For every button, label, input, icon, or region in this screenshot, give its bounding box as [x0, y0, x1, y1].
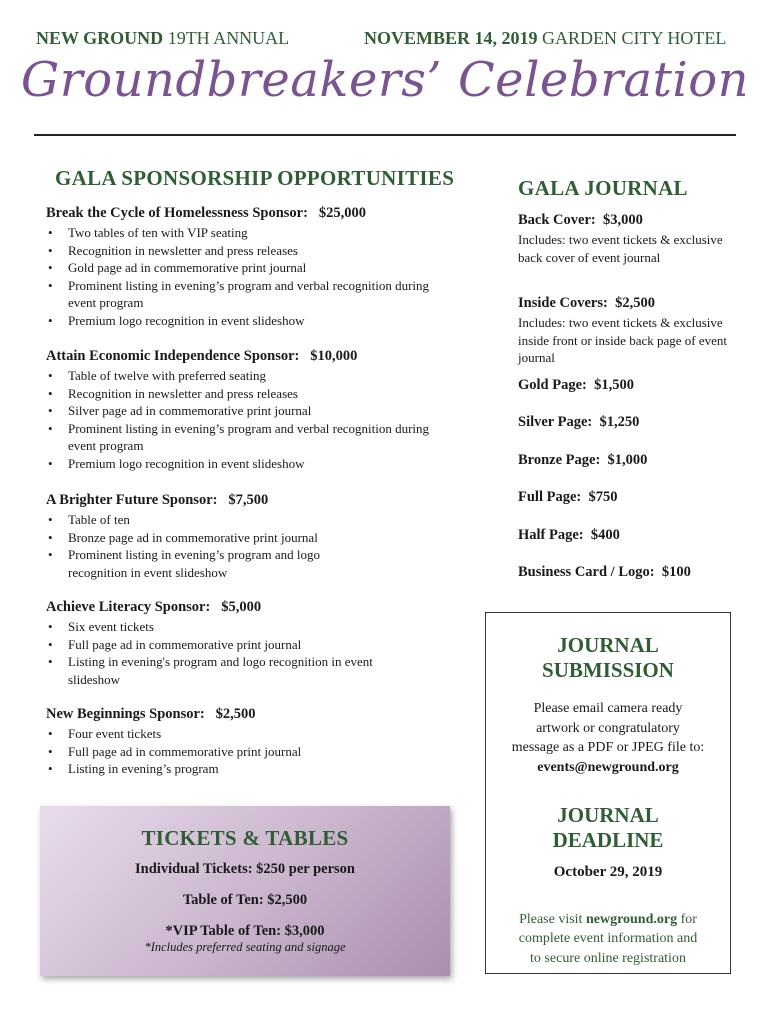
list-item: • Recognition in newsletter and press releases	[48, 242, 298, 258]
vip-table-price: *VIP Table of Ten: $3,000	[165, 923, 325, 939]
visit-text: Please visit newground.org for	[519, 911, 697, 927]
list-item: • Listing in evening’s program	[48, 761, 219, 776]
submission-text: message as a PDF or JPEG file to:	[511, 740, 705, 755]
journal-item-desc: Includes: two event tickets & exclusive back cover of event journal	[518, 232, 723, 265]
list-item: • Table of twelve with preferred seating	[48, 368, 266, 383]
sponsor-price: $5,000	[221, 599, 262, 615]
website-link[interactable]: newground.org	[585, 911, 678, 927]
table-ten-price: Table of Ten: $2,500	[182, 892, 308, 908]
list-item: • Premium logo recognition in event slideshow	[48, 455, 305, 471]
sponsor-price: $25,000	[318, 205, 366, 221]
sponsor-heading	[46, 492, 446, 509]
visit-text: complete event information and	[518, 931, 698, 946]
header-divider	[34, 134, 736, 136]
list-item: • Two tables of ten with VIP seating	[48, 225, 248, 240]
event-title: Groundbreakers’ Celebration	[20, 52, 750, 108]
sponsorship-title: GALA SPONSORSHIP OPPORTUNITIES	[55, 166, 455, 190]
header-event-edition	[36, 28, 289, 49]
sponsor-name: New Beginnings Sponsor:	[46, 706, 205, 722]
sponsor-name: Attain Economic Independence Sponsor:	[46, 348, 300, 364]
list-item: • Prominent listing in evening’s program and verbal recognition during event program	[48, 277, 430, 310]
journal-item: Inside Covers: $2,500 Includes: two event tickets & exclusive inside front or inside back page of event journal	[518, 295, 738, 367]
sponsor-block	[46, 492, 446, 581]
sponsor-block	[46, 599, 446, 688]
journal-title: GALA JOURNAL	[518, 176, 688, 200]
submission-text: Please email camera ready	[533, 701, 683, 716]
sponsor-heading	[46, 348, 446, 365]
list-item: • Gold page ad in commemorative print journal	[48, 260, 307, 275]
tickets-panel	[40, 806, 450, 976]
journal-item: Business Card / Logo: $100	[518, 564, 691, 580]
list-item: • Bronze page ad in commemorative print journal	[48, 529, 318, 545]
list-item: • Full page ad in commemorative print journal	[48, 636, 302, 652]
vip-note: *Includes preferred seating and signage	[144, 940, 346, 954]
sponsor-block	[46, 706, 446, 778]
journal-item: Silver Page: $1,250	[518, 414, 640, 430]
event-date: NOVEMBER 14, 2019	[364, 28, 538, 48]
sponsor-name: A Brighter Future Sponsor:	[46, 492, 218, 508]
tickets-title: TICKETS & TABLES	[141, 826, 349, 850]
submission-title: JOURNAL SUBMISSION	[542, 633, 674, 682]
event-venue: GARDEN CITY HOTEL	[542, 28, 727, 48]
list-item: • Premium logo recognition in event slideshow	[48, 312, 305, 328]
list-item: • Full page ad in commemorative print journal	[48, 743, 302, 759]
sponsor-price: $2,500	[215, 706, 256, 722]
list-item: • Listing in evening's program and logo recognition in event slideshow	[48, 654, 373, 687]
journal-item: Bronze Page: $1,000	[518, 452, 648, 468]
sponsor-name: Break the Cycle of Homelessness Sponsor:	[46, 205, 308, 221]
org-name: NEW GROUND	[36, 28, 164, 48]
sponsor-heading	[46, 599, 446, 616]
journal-item: Full Page: $750	[518, 489, 618, 505]
individual-ticket-price: Individual Tickets: $250 per person	[135, 861, 355, 877]
sponsor-price: $10,000	[310, 348, 358, 364]
journal-item: Back Cover: $3,000 Includes: two event tickets & exclusive back cover of event journal	[518, 212, 738, 266]
journal-item: Half Page: $400	[518, 527, 620, 543]
list-item: • Prominent listing in evening’s program and logo recognition in event slideshow	[48, 547, 321, 580]
deadline-date: October 29, 2019	[553, 864, 663, 880]
visit-text: to secure online registration	[530, 950, 686, 966]
deadline-title: JOURNAL DEADLINE	[552, 803, 664, 852]
submission-text: artwork or congratulatory	[536, 720, 680, 736]
list-item: • Six event tickets	[48, 619, 154, 634]
sponsor-heading	[46, 205, 446, 222]
sponsor-block	[46, 205, 446, 329]
journal-item: Gold Page: $1,500	[518, 377, 634, 393]
list-item: • Four event tickets	[48, 726, 162, 741]
list-item: • Prominent listing in evening’s program and verbal recognition during event program	[48, 420, 430, 453]
sponsor-price: $7,500	[228, 492, 269, 508]
list-item: • Silver page ad in commemorative print journal	[48, 403, 312, 418]
list-item: • Table of ten	[48, 512, 130, 527]
journal-submission-box	[485, 612, 731, 974]
sponsor-heading	[46, 706, 446, 723]
header-date-venue	[364, 28, 726, 49]
sponsor-block	[46, 348, 446, 472]
journal-item-desc: Includes: two event tickets & exclusive inside front or inside back page of event journal	[518, 315, 728, 365]
edition-label: 19TH ANNUAL	[167, 28, 290, 48]
sponsor-name: Achieve Literacy Sponsor:	[46, 599, 211, 615]
submission-email-link[interactable]: events@newground.org	[537, 759, 679, 775]
list-item: • Recognition in newsletter and press releases	[48, 385, 298, 401]
